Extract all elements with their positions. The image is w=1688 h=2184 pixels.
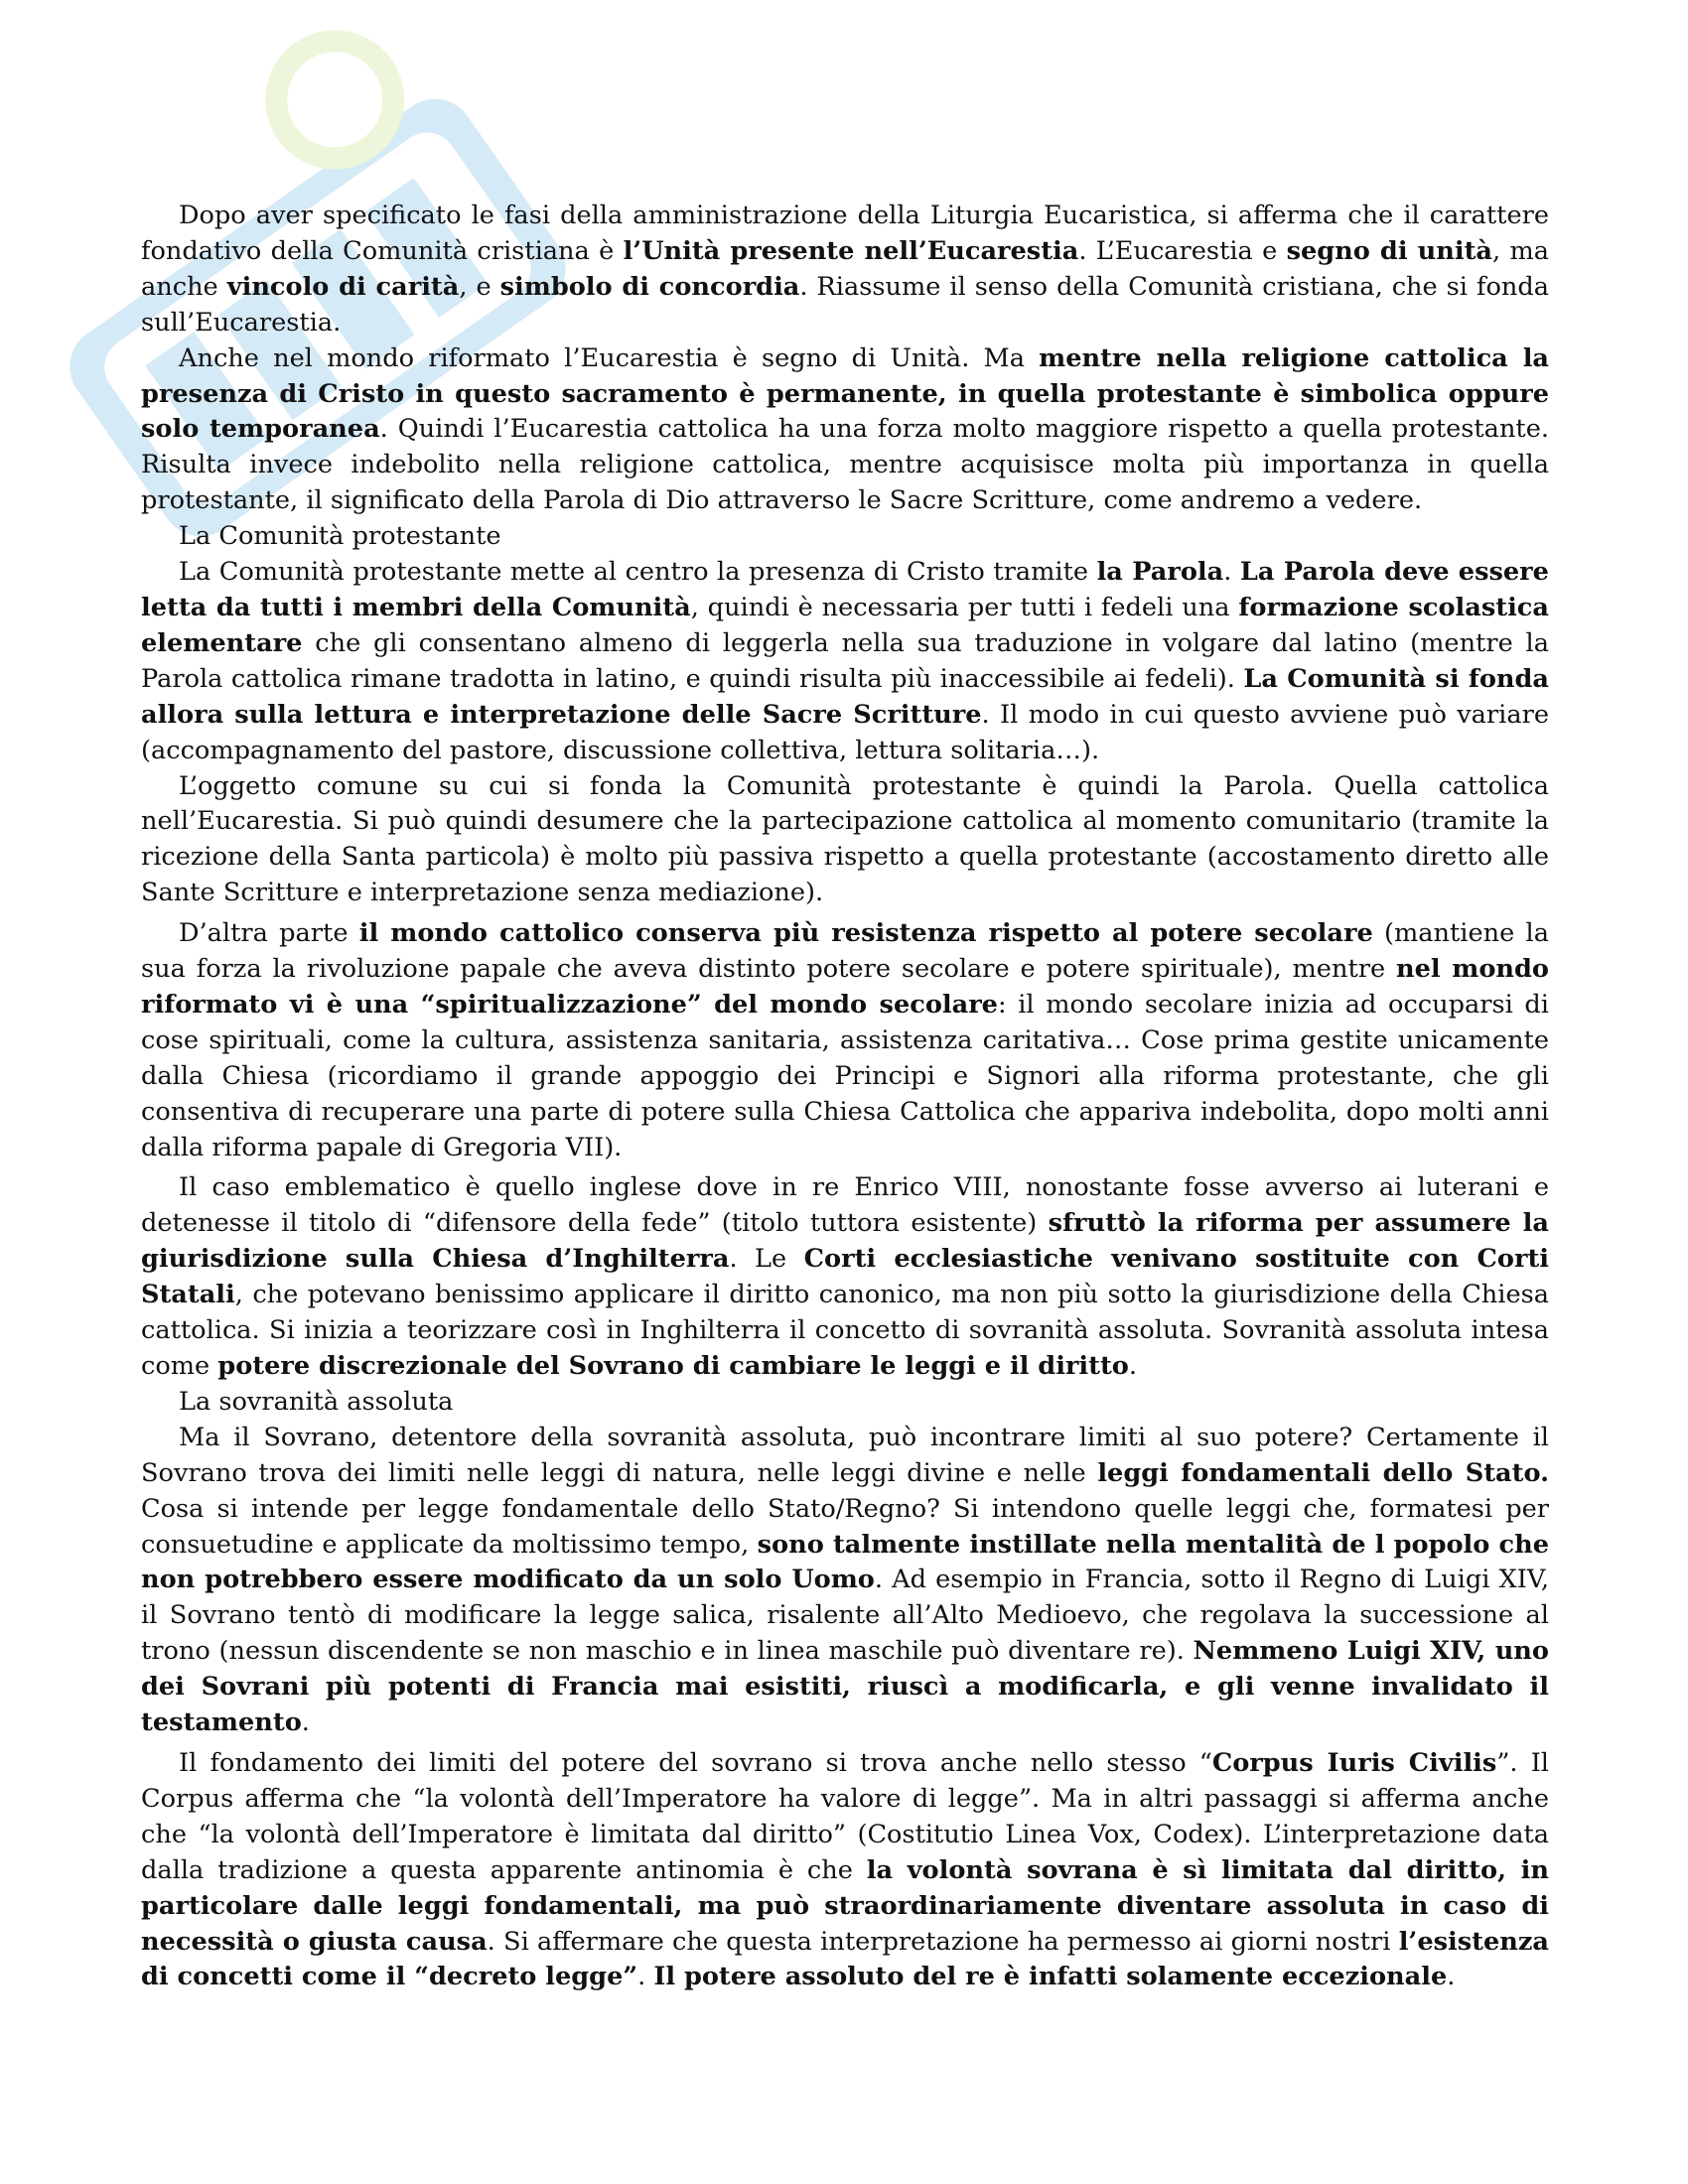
text-segment: L’oggetto comune su cui si fonda la Comunità protestante è quindi la Parola. Quella cattolica nell’Eucarestia. Si può quindi desumere che la partecipazione cattolica al momento comunitario (tramite la ricezione della Santa particola) è molto più passiva rispetto a quella protestante (accostamento diretto alle Sante Scritture e interpretazione senza mediazione). [141, 770, 1549, 908]
text-segment: , quindi è necessaria per tutti i fedeli una [690, 592, 1239, 622]
text-segment: (mantiene la sua forza la rivoluzione papale che aveva distinto potere secolare e potere spirituale), mentre [141, 918, 1549, 985]
text-segment: D’altra parte [179, 918, 359, 949]
text-segment: ”. Il Corpus afferma che “la volontà dell’Imperatore ha valore di legge”. Ma in altri passaggi si afferma anche che “la volontà dell’Imperatore è limitata dal diritto” (Costitutio Linea Vox, Codex). L’interpretazione data dalla tradizione a questa apparente antinomia è che [141, 1747, 1549, 1885]
body-paragraph [141, 1421, 1549, 1741]
bold-text: la volontà sovrana è sì limitata dal diritto, in particolare dalle leggi fondamentali, ma può straordinariamente diventare assoluta in caso di necessità o giusta causa [141, 1854, 1549, 1957]
bold-text: leggi fondamentali dello Stato. [1097, 1457, 1549, 1488]
body-paragraph [141, 555, 1549, 768]
text-segment: . [1447, 1962, 1456, 1992]
bold-text: La Comunità si fonda allora sulla lettura e interpretazione delle Sacre Scritture [141, 663, 1549, 730]
bold-text: l’Unità presente nell’Eucarestia [623, 235, 1079, 266]
text-segment: Il fondamento dei limiti del potere del sovrano si trova anche nello stesso “ [179, 1747, 1212, 1778]
text-segment: : il mondo secolare inizia ad occuparsi di cose spirituali, come la cultura, assistenza sanitaria, assistenza caritativa… Cose prima gestite unicamente dalla Chiesa (ricordiamo il grande appoggio dei Principi e Signori alla riforma protestante, che gli consentiva di recuperare una parte di potere sulla Chiesa Cattolica che appariva indebolita, dopo molti anni dalla riforma papale di Gregoria VII). [141, 989, 1549, 1162]
text-segment: . Riassume il senso della Comunità cristiana, che si fonda sull’Eucarestia. [141, 271, 1549, 338]
text-segment: Il caso emblematico è quello inglese dove in re Enrico VIII, nonostante fosse avverso ai luterani e detenesse il titolo di “difensore della fede” (titolo tuttora esistente) [141, 1172, 1549, 1239]
bold-text: l’esistenza di concetti come il “decreto legge” [141, 1926, 1549, 1992]
text-segment: La Comunità protestante [179, 521, 501, 552]
text-segment: che gli consentano almeno di leggerla nella sua traduzione in volgare dal latino (mentre la Parola cattolica rimane tradotta in latino, e quindi risulta più inaccessibile ai fedeli). [141, 627, 1549, 694]
body-paragraph [141, 341, 1549, 520]
text-segment: Ma il Sovrano, detentore della sovranità assoluta, può incontrare limiti al suo potere? Certamente il Sovrano trova dei limiti nelle leggi di natura, nelle leggi divine e nelle [141, 1422, 1549, 1488]
bold-text: La Parola deve essere letta da tutti i membri della Comunità [141, 557, 1549, 622]
bold-text: sfruttò la riforma per assumere la giurisdizione sulla Chiesa d’Inghilterra [141, 1208, 1549, 1275]
document-body [141, 199, 1549, 1995]
text-segment: . Quindi l’Eucarestia cattolica ha una forza molto maggiore rispetto a quella protestante. Risulta invece indebolito nella religione cattolica, mentre acquisisce molta più importanza in quella protestante, il significato della Parola di Dio attraverso le Sacre Scritture, come andremo a vedere. [141, 414, 1549, 516]
body-paragraph [141, 1170, 1549, 1384]
text-segment: . Le [729, 1244, 804, 1275]
text-segment: Anche nel mondo riformato l’Eucarestia è segno di Unità. Ma [179, 342, 1040, 373]
text-segment: , e [459, 271, 500, 302]
bold-text: Corti ecclesiastiche venivano sostituite con Corti Statali [141, 1244, 1549, 1310]
bold-text: simbolo di concordia [499, 271, 800, 302]
bold-text: Il potere assoluto del re è infatti solamente eccezionale [653, 1962, 1448, 1992]
body-paragraph [141, 199, 1549, 341]
bold-text: Nemmeno Luigi XIV, uno dei Sovrani più potenti di Francia mai esistiti, riuscì a modificarla, e gli venne invalidato il testamento [141, 1636, 1549, 1738]
text-segment: . [1128, 1351, 1137, 1381]
section-heading [141, 1385, 1549, 1421]
text-segment: , ma anche [141, 235, 1549, 302]
text-segment: . [301, 1707, 310, 1738]
bold-text: segno di unità [1286, 235, 1492, 266]
bold-text: formazione scolastica elementare [141, 592, 1549, 658]
section-heading [141, 519, 1549, 555]
text-segment: , che potevano benissimo applicare il diritto canonico, ma non più sotto la giurisdizione della Chiesa cattolica. Si inizia a teorizzare così in Inghilterra il concetto di sovranità assoluta. Sovranità assoluta intesa come [141, 1280, 1549, 1381]
body-paragraph [141, 916, 1549, 1165]
bold-text: mentre nella religione cattolica la presenza di Cristo in questo sacramento è permanente, in quella protestante è simbolica oppure solo temporanea [141, 342, 1549, 445]
body-paragraph [141, 1746, 1549, 1995]
text-segment: La Comunità protestante mette al centro la presenza di Cristo tramite [179, 557, 1097, 588]
text-segment: . Ad esempio in Francia, sotto il Regno di Luigi XIV, il Sovrano tentò di modificare la legge salica, risalente all’Alto Medioevo, che regolava la successione al trono (nessun discendente se non maschio e in linea maschile può diventare re). [141, 1565, 1550, 1667]
bold-text: il mondo cattolico conserva più resistenza rispetto al potere secolare [358, 918, 1373, 949]
bold-text: vincolo di carità [226, 271, 460, 302]
body-paragraph [141, 769, 1549, 912]
text-segment: Cosa si intende per legge fondamentale dello Stato/Regno? Si intendono quelle leggi che, formatesi per consuetudine e applicate da moltissimo tempo, [141, 1493, 1549, 1560]
bold-text: la Parola [1096, 557, 1224, 588]
bold-text: sono talmente instillate nella mentalità de l popolo che non potrebbero essere modificato da un solo Uomo [141, 1529, 1549, 1595]
bold-text: Corpus Iuris Civilis [1211, 1747, 1497, 1778]
bold-text: potere discrezionale del Sovrano di cambiare le leggi e il diritto [217, 1351, 1129, 1381]
text-segment: . Si affermare che questa interpretazione ha permesso ai giorni nostri [487, 1926, 1399, 1957]
bold-text: nel mondo riformato vi è una “spiritualizzazione” del mondo secolare [141, 954, 1549, 1020]
text-segment: . [637, 1962, 654, 1992]
text-segment: . L’Eucarestia e [1078, 235, 1287, 266]
text-segment: . [1223, 557, 1240, 588]
text-segment: Dopo aver specificato le fasi della amministrazione della Liturgia Eucaristica, si afferma che il carattere fondativo della Comunità cristiana è [141, 201, 1549, 266]
text-segment: La sovranità assoluta [179, 1386, 454, 1417]
text-segment: . Il modo in cui questo avviene può variare (accompagnamento del pastore, discussione collettiva, lettura solitaria…). [141, 699, 1549, 765]
